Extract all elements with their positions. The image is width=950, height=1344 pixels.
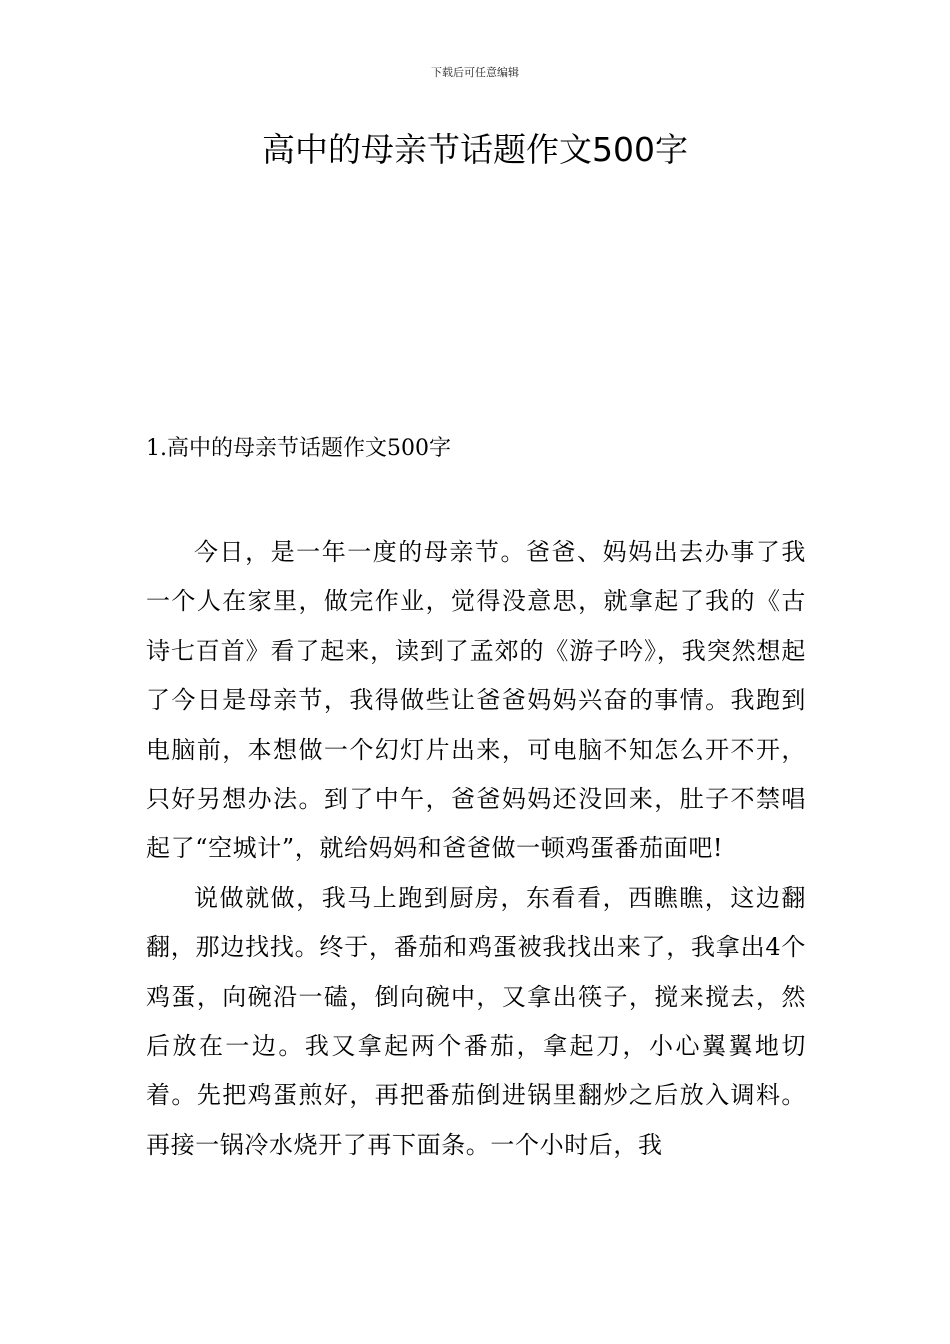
section-heading: 1.高中的母亲节话题作文500字 <box>146 436 451 461</box>
paragraph-1: 今日，是一年一度的母亲节。爸爸、妈妈出去办事了我一个人在家里，做完作业，觉得没意思，就拿起了我的《古诗七百首》看了起来，读到了孟郊的《游子吟》，我突然想起了今日是母亲节，我得做些让爸爸妈妈兴奋的事情。我跑到电脑前，本想做一个幻灯片出来，可电脑不知怎么开不开，只好另想办法。到了中午，爸爸妈妈还没回来，肚子不禁唱起了“空城计”，就给妈妈和爸爸做一顿鸡蛋番茄面吧! <box>146 538 806 863</box>
paragraph-2: 说做就做，我马上跑到厨房，东看看，西瞧瞧，这边翻翻，那边找找。终于，番茄和鸡蛋被我找出来了，我拿出4个鸡蛋，向碗沿一磕，倒向碗中，又拿出筷子，搅来搅去，然后放在一边。我又拿起两个番茄，拿起刀，小心翼翼地切着。先把鸡蛋煎好，再把番茄倒进锅里翻炒之后放入调料。再接一锅冷水烧开了再下面条。一个小时后，我 <box>146 883 806 1159</box>
header-note: 下载后可任意编辑 <box>431 66 519 79</box>
document-title: 高中的母亲节话题作文500字 <box>262 130 688 169</box>
document-body <box>146 528 806 1170</box>
